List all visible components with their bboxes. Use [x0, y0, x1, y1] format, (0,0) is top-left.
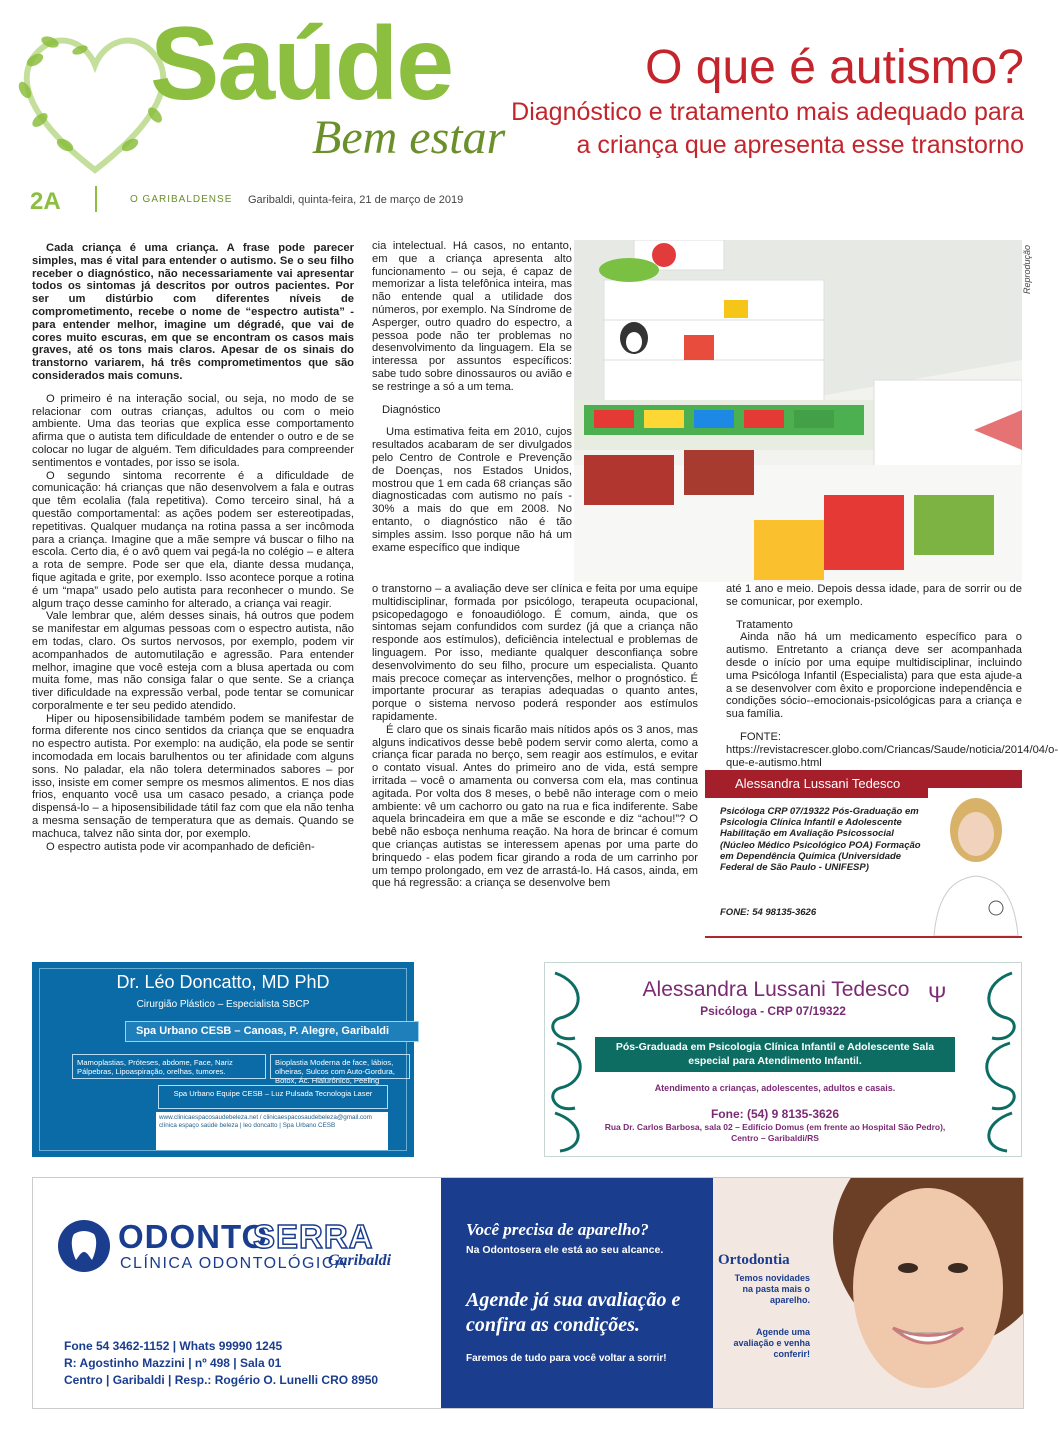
article-paragraph: até 1 ano e meio. Depois dessa idade, para de sorrir ou de se comunicar, por exemplo.	[726, 583, 1022, 608]
ad-odonto-tagline: Faremos de tudo para você voltar a sorrir!	[466, 1353, 667, 1364]
ad-doncatto-bioplastia: Bioplastia Moderna de face, lábios, olheiras, Sulcos com Auto-Gordura, Botox, Ác. Hialurônico, Peeling	[270, 1054, 410, 1079]
ad-odonto-resp: Centro | Garibaldi | Resp.: Rogério O. Lunelli CRO 8950	[64, 1373, 379, 1387]
article-headline: O que é autismo?	[645, 41, 1024, 94]
author-phone: FONE: 54 98135-3626	[720, 907, 817, 918]
ad-doncatto-contact: www.clinicaespacosaudebeleza.net / clinicaespacosaudebeleza@gmail.com clínica espaço saúde beleza | leo doncatto | Spa Urbano CESB	[156, 1112, 388, 1150]
ad-tedesco-specialties: Pós-Graduada em Psicologia Clínica Infantil e Adolescente Sala especial para Atendimento Infantil.	[595, 1037, 955, 1072]
playroom-photo	[574, 240, 1022, 582]
ad-odonto-phone: Fone 54 3462-1152 | Whats 99990 1245	[64, 1339, 283, 1353]
ad-odonto-ortho-text: Temos novidades na pasta mais o aparelho.	[734, 1273, 810, 1305]
ad-tedesco-address: Rua Dr. Carlos Barbosa, sala 02 – Edifício Domus (em frente ao Hospital São Pedro), Centro – Garibaldi/RS	[604, 1122, 946, 1143]
dateline: Garibaldi, quinta-feira, 21 de março de 2019	[248, 194, 464, 206]
ad-odonto-street: R: Agostinho Mazzini | nº 498 | Sala 01	[64, 1356, 282, 1370]
article-paragraph: Hiper ou hiposensibilidade também podem se manifestar de forma diferente nos cinco sentidos da criança que se enquadra no espectro autista. Por exemplo: na audição, ela pode se sentir incomodada em locais barulhentos ou ter afinidade com alguns sons. No paladar, ela não tolera determinados sabores – por isso, insiste em comer sempre os mesmos alimentos. E nos dias frios, enquanto você usa um casaco pesado, a criança pode dispensá-lo – a hiposensibilidade tátil faz com que ela não tenha a mesma sensação de temperatura que as demais. Quando se machuca, talvez não sinta dor, por exemplo.	[32, 712, 354, 840]
ad-tedesco-services: Atendimento a crianças, adolescentes, adultos e casais.	[654, 1083, 896, 1093]
author-credentials: Psicóloga CRP 07/19322 Pós-Graduação em Psicologia Clínica Infantil e Adolescente Habilitação em Avaliação Psicossocial (Núcleo Médico Psicológico POA) Formação em Dependência Química (Universidade Federal de São Paulo - UNIFESP)	[720, 806, 921, 874]
author-name: Alessandra Lussani Tedesco	[735, 776, 901, 791]
article-source: FONTE: https://revistacrescer.globo.com/Criancas/Saude/noticia/2014/04/o-que-e-autismo.html	[726, 730, 1058, 769]
ad-tedesco-title: Psicóloga - CRP 07/19322	[700, 1004, 846, 1018]
article-paragraph: É claro que os sinais ficarão mais nítidos após os 3 anos, mas alguns indicativos desse bebê podem servir como alerta, como a criança ficar parada no berço, sem reagir aos estímulos, e evitar o contato visual. Antes do primeiro ano de vida, está sempre irritada – você o amamenta ou conversa com ela, mas continua agitada. Por volta dos 8 meses, o bebê não interage com o meio ambiente: vê um cachorro ou gato na rua e fica indiferente. Sabe aquela brincadeira em que a mãe se esconde e diz “achou!”? O bebê não esboça nenhuma reação. Na hora de brincar é comum que crianças autistas se interessem apenas por uma parte do brinquedo - elas podem ficar girando a roda de um carrinho por um tempo prolongado, em vez de arrastá-lo. Há casos, ainda, em que há regressão: a criança se desenvolve bem	[372, 723, 698, 890]
ad-odonto-city: Garibaldi	[328, 1252, 392, 1269]
author-photo	[928, 788, 1022, 936]
ad-doncatto-specialty: Cirurgião Plástico – Especialista SBCP	[136, 999, 310, 1010]
subheading-diagnostico: Diagnóstico	[382, 403, 441, 416]
subheading-tratamento: Tratamento	[736, 618, 793, 631]
ad-doncatto-laser: Spa Urbano Equipe CESB – Luz Pulsada Tecnologia Laser	[158, 1085, 388, 1109]
ad-odonto-brand-2: SERRA	[253, 1218, 374, 1255]
section-brand-sub: Bem estar	[312, 111, 506, 164]
ad-odonto-subtitle: CLÍNICA ODONTOLÓGICA	[120, 1255, 348, 1272]
ad-odonto-ortho-text-2: Agende uma avaliação e venha conferir!	[733, 1327, 810, 1359]
ad-odonto-contact	[64, 1338, 378, 1389]
publication-name: O GARIBALDENSE	[130, 194, 233, 205]
ad-odonto-reach: Na Odontosera ele está ao seu alcance.	[466, 1244, 664, 1256]
swirl-ornament-icon	[966, 963, 1022, 1156]
ad-tedesco-name: Alessandra Lussani Tedesco	[642, 978, 910, 1001]
ad-odonto-brand: ODONTO	[118, 1218, 269, 1255]
article-paragraph: o transtorno – a avaliação deve ser clínica e feita por uma equipe multidisciplinar, formada por psicólogo, terapeuta ocupacional, psicopedagogo e fonoaudiólogo. É comum, ainda, que os sintomas sejam confundidos com surdez (já que a criança não responde aos estímulos), deficiência intelectual e problemas de linguagem. Por isso, mediante qualquer desconfiança sobre desenvolvimento do seu filho, procure um especialista. Quanto mais precoce começar as intervenções, melhor o prognóstico. É importante procurar as terapias adequadas o quanto antes, porque o sistema nervoso poderá responder aos estímulos rapidamente.	[372, 583, 698, 723]
ad-odonto-cta: Agende já sua avaliação e confira as condições.	[466, 1289, 681, 1336]
folio-divider	[95, 186, 97, 212]
article-column-2	[372, 240, 572, 554]
article-paragraph: cia intelectual. Há casos, no entanto, em que a criança apresenta alto funcionamento – ou seja, é capaz de memorizar a lista telefônica inteira, mas não entende qual a utilidade dos números, por exemplo. Na Síndrome de Asperger, outro quadro do espectro, a pessoa pode não ter problemas no desenvolvimento da linguagem. Ela se interessa por assuntos específicos: sabe tudo sobre dinossauros ou avião e se restringe a só a um tema.	[372, 240, 572, 393]
psi-icon: Ψ	[928, 982, 947, 1007]
page-number: 2A	[30, 188, 61, 215]
article-paragraph: O segundo sintoma recorrente é a dificuldade de comunicação: há crianças que não desenvolvem a fala e outras que têm ecolalia (fala repetitiva). Como terceiro sinal, há a questão comportamental: as ações podem ser estereotipadas, repetitivas. Qualquer mudança na rotina passa a ser incômoda para a criança. Imagine que a mãe sempre vá buscar o filho na escola. Certo dia, é o avô quem vai pegá-la no colégio – e altera a rota de sempre. Pode ser que ela, diante dessa mudança, fique agitada e grite, por exemplo. Isso acontece porque a rotina é um “mapa” usado pelo autista para reconhecer o mundo. Se algum traço desse caminho for alterado, a criança vai reagir.	[32, 469, 354, 610]
section-brand: Saúde	[150, 6, 453, 122]
article-column-3	[726, 583, 1058, 769]
article-paragraph: Vale lembrar que, além desses sinais, há outros que podem se manifestar em algumas pessoas com o espectro autista, não em todas, claro. Os surtos nervosos, por exemplo, podem vir acompanhados de automutilação e agressão. Para entender melhor, imagine que você esteja com a blusa apertada ou com muita fome, mas não consiga falar o que sente. Se a criança tiver dificuldade na expressão verbal, pode tentar se comunicar corporalmente e ter seu pedido atendido.	[32, 610, 354, 712]
article-column-2b	[372, 583, 698, 890]
ad-doncatto-spa: Spa Urbano CESB – Canoas, P. Alegre, Garibaldi	[125, 1021, 419, 1042]
ad-tedesco-phone: Fone: (54) 9 8135-3626	[710, 1107, 840, 1121]
ad-doncatto-name: Dr. Léo Doncatto, MD PhD	[116, 972, 330, 992]
article-paragraph: Uma estimativa feita em 2010, cujos resultados acabaram de ser divulgados pelo Centro de Controle e Prevenção de Doenças, nos Estados Unidos, mostrou que 1 em cada 68 crianças são diagnosticadas com autismo no país - 30% a mais do que em 2008. No entanto, o diagnóstico não é tão simples assim. Isso porque não há um exame específico que indique	[372, 426, 572, 554]
article-column-1	[32, 242, 354, 853]
article-paragraph: O espectro autista pode vir acompanhado de deficiên-	[46, 840, 315, 853]
photo-credit: Reprodução	[1022, 245, 1032, 295]
article-paragraph: Ainda não há um medicamento específico para o autismo. Entretanto a criança deve ser acompanhada desde o início por uma equipe multidisciplinar, incluindo uma Psicóloga Infantil (Especialista) para que esta ajude-a a se desenvolver com êxito e proporcione independência e condições sócio--emocionais-psicológicas para a criança e sua família.	[726, 631, 1022, 721]
article-subheadline: Diagnóstico e tratamento mais adequado para a criança que apresenta esse transtorno	[511, 98, 1024, 159]
ad-doncatto-procedures: Mamoplastias, Próteses, abdome, Face, Nariz Pálpebras, Lipoaspiração, orelhas, tumores.	[72, 1054, 266, 1079]
tooth-logo-icon	[56, 1218, 112, 1274]
article-paragraph: O primeiro é na interação social, ou seja, no modo de se relacionar com outras crianças, adultos ou com o meio ambiente. Uma das teorias que explica esse comportamento afirma que o autista tem dificuldade de entender o outro e de se colocar no lugar de alguém. Tem dificuldades para compreender sentimentos e vontades, por isso se isola.	[32, 392, 354, 469]
ad-odonto-ortho-title: Ortodontia	[718, 1252, 790, 1268]
ad-odonto-question: Você precisa de aparelho?	[466, 1220, 649, 1239]
article-lead: Cada criança é uma criança. A frase pode parecer simples, mas é vital para entender o autismo. Se o seu filho receber o diagnóstico, não necessariamente vai apresentar todos os sintomas já descritos por outros pacientes. Por ser um distúrbio com diferentes níveis de comprometimento, recebe o nome de “espectro autista” - para entender melhor, imagine um dégradé, que vai de cores muito escuras, em que se encontram os casos mais graves, até os tons mais claros. Apesar de os sinais do transtorno variarem, há três comprometimentos que são considerados mais comuns.	[32, 242, 354, 382]
swirl-ornament-icon	[545, 963, 601, 1156]
